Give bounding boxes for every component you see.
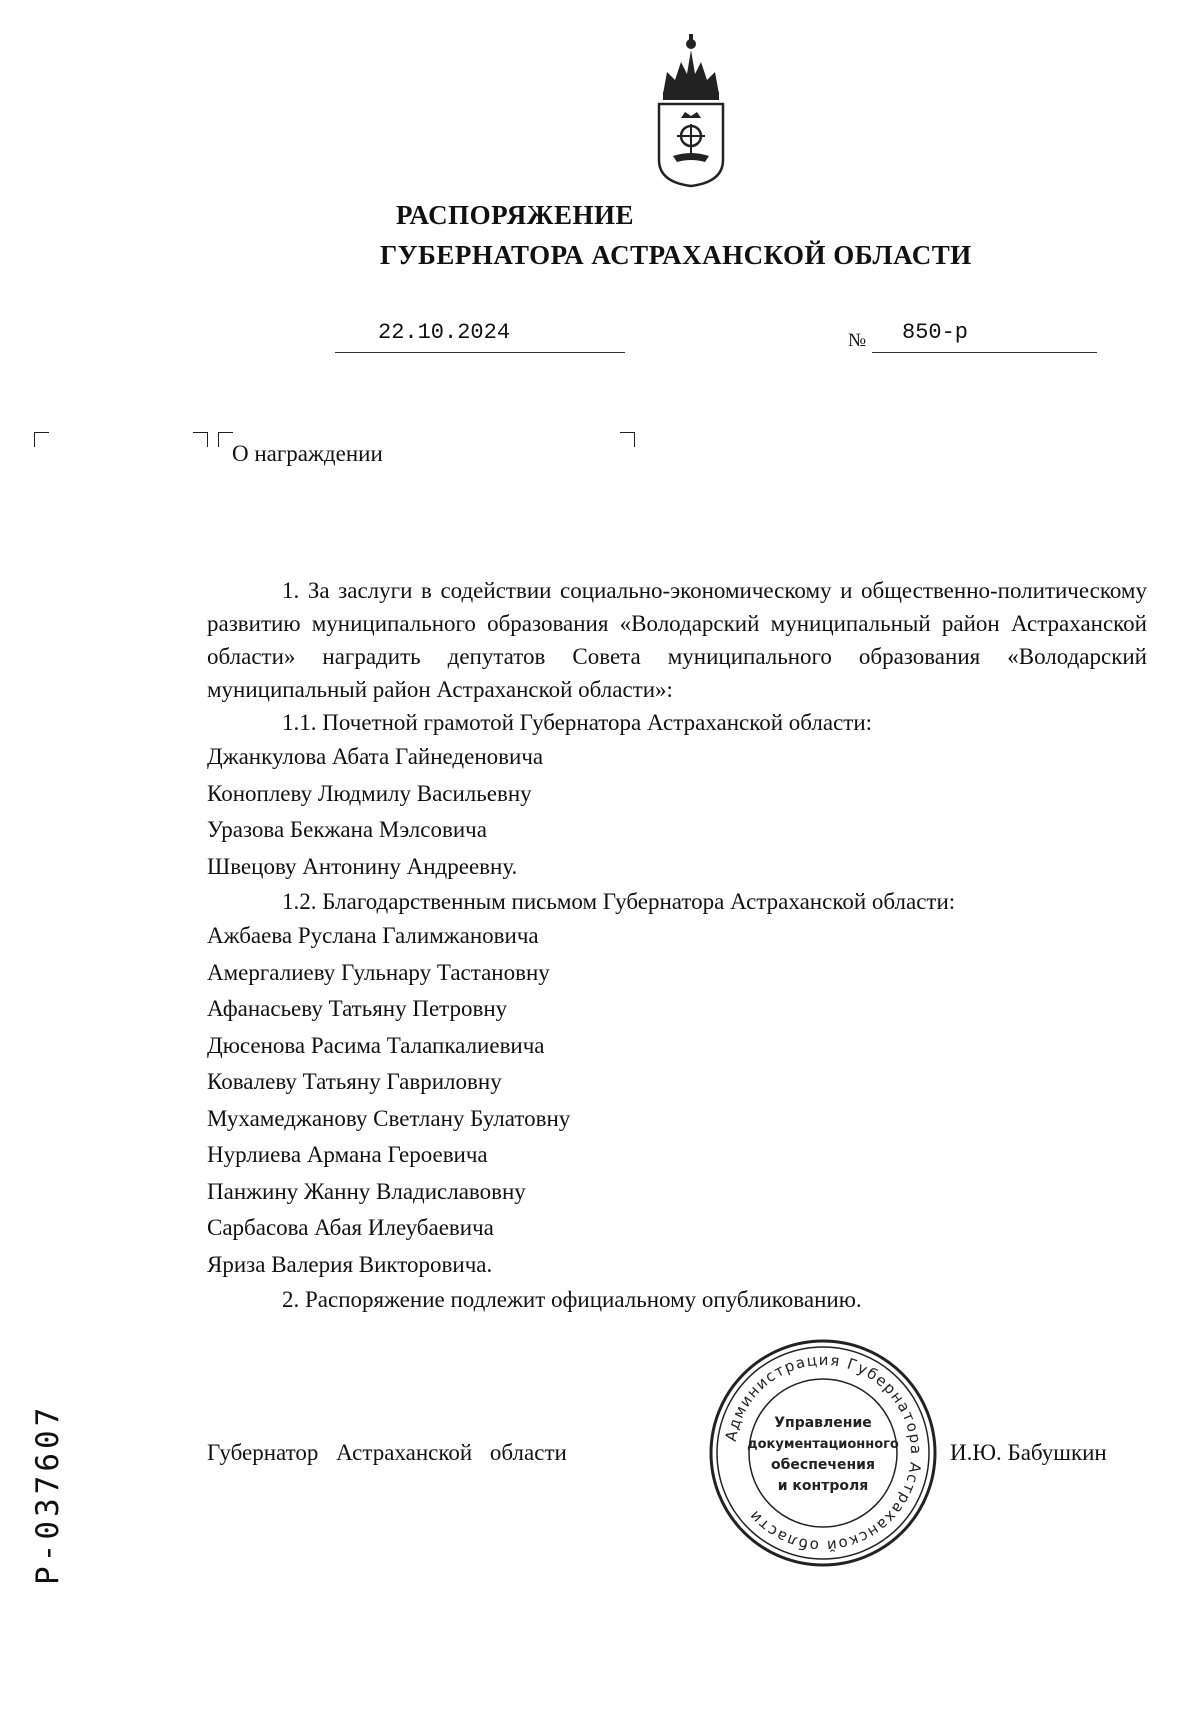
list-item: Панжину Жанну Владиславовну — [207, 1178, 526, 1204]
paragraph-2: 2. Распоряжение подлежит официальному опубликованию. — [282, 1287, 862, 1312]
stamp-center-line: и контроля — [777, 1478, 869, 1494]
paragraph-1-2: 1.2. Благодарственным письмом Губернатора Астраханской области: — [282, 889, 956, 914]
registration-number: Р-037607 — [30, 1403, 66, 1585]
list-item: Швецову Антонину Андреевну. — [207, 853, 518, 879]
list-item: Ковалеву Татьяну Гавриловну — [207, 1069, 502, 1094]
stamp-center-line: обеспечения — [771, 1457, 875, 1473]
svg-text:Администрация Губернатора Астр — [722, 1351, 925, 1555]
stamp-outer-text: Администрация Губернатора Астраханской области — [721, 1350, 926, 1556]
list-item: Ажбаева Руслана Галимжановича — [207, 923, 539, 948]
list-item: Коноплеву Людмилу Васильевну — [207, 780, 532, 806]
corner-mark-subject-open-right — [193, 432, 208, 447]
list-item: Дюсенова Расима Талапкалиевича — [207, 1032, 545, 1058]
list-item: Яриза Валерия Викторовича. — [207, 1251, 493, 1277]
signatory-name: И.Ю. Бабушкин — [950, 1440, 1107, 1465]
paragraph-1-1: 1.1. Почетной грамотой Губернатора Астраханской области: — [282, 710, 873, 735]
document-subject: О награждении — [232, 441, 383, 466]
list-item: Мухамеджанову Светлану Булатовну — [207, 1105, 571, 1131]
list-item: Нурлиева Армана Героевича — [207, 1142, 488, 1167]
document-number: 850-р — [902, 320, 969, 345]
number-field — [872, 318, 1097, 353]
list-item: Уразова Бекжана Мэлсовича — [207, 817, 487, 842]
document-date: 22.10.2024 — [378, 320, 511, 345]
list-item: Афанасьеву Татьяну Петровну — [207, 996, 508, 1021]
list-item: Сарбасова Абая Илеубаевича — [207, 1215, 494, 1240]
paragraph-1: 1. За заслуги в содействии социально-экономическому и общественно-политическому развитию муниципального образования «Володарский муниципальный район Астраханской области» наградить депутатов Совета муниципального образования «Володарский муниципальный район Астраханской области»: — [207, 578, 1147, 702]
date-field — [335, 318, 625, 353]
stamp-center-line: Управление — [774, 1415, 872, 1431]
list-item: Джанкулова Абата Гайнеденовича — [207, 744, 544, 769]
corner-mark-subject-open — [218, 432, 233, 447]
signatory-position: Губернатор Астраханской области — [207, 1440, 567, 1465]
list-item: Амергалиеву Гульнару Тастановну — [207, 959, 550, 985]
issuer-title: ГУБЕРНАТОРА АСТРАХАНСКОЙ ОБЛАСТИ — [380, 240, 972, 270]
stamp-center-line: документационного — [747, 1437, 899, 1452]
astrakhan-coat-of-arms-icon — [655, 32, 727, 188]
document-body — [207, 574, 1147, 1316]
official-round-seal-icon — [707, 1337, 939, 1569]
document-type-title: РАСПОРЯЖЕНИЕ — [395, 200, 635, 230]
corner-mark-subject-close — [620, 432, 635, 447]
number-sign: № — [848, 330, 867, 351]
corner-mark-left — [34, 432, 49, 447]
